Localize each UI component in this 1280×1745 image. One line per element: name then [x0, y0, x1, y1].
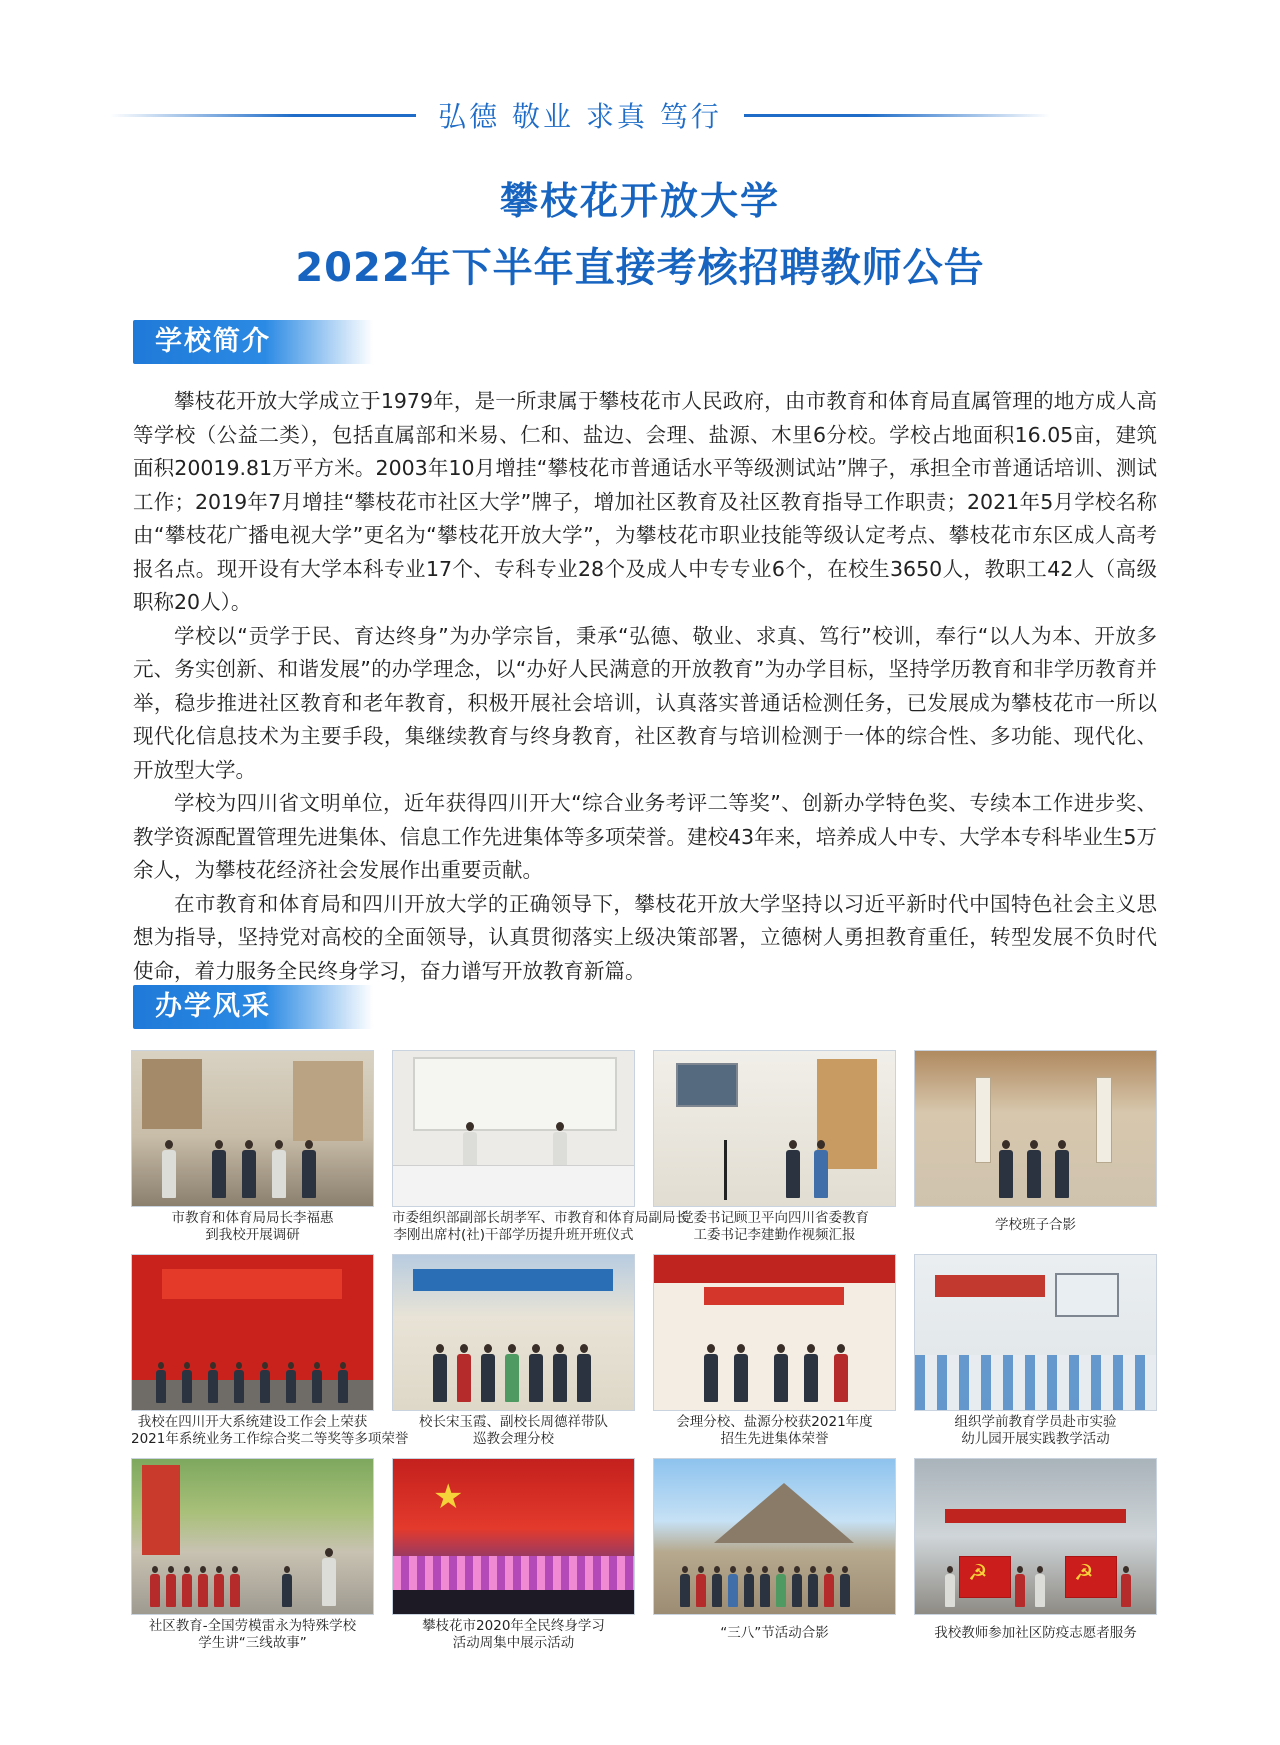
photo-caption: 会理分校、盐源分校获2021年度 招生先进集体荣誉: [676, 1414, 873, 1447]
photo-caption: 校长宋玉霞、副校长周德祥带队 巡教会理分校: [419, 1414, 608, 1447]
photo-card: [914, 1458, 1157, 1650]
page-title-announcement: 2022年下半年直接考核招聘教师公告: [295, 245, 985, 291]
photo-kindergarten-practice: [914, 1254, 1157, 1411]
section-header-intro-label: 学校简介: [155, 326, 271, 357]
photo-enrollment-honor: [653, 1254, 896, 1411]
photo-card: [131, 1254, 409, 1447]
photo-caption: 攀枝花市2020年全民终身学习 活动周集中展示活动: [422, 1618, 605, 1651]
intro-paragraph: 攀枝花开放大学成立于1979年，是一所隶属于攀枝花市人民政府，由市教育和体育局直属管理的地方成人高等学校（公益二类），包括直属部和米易、仁和、盐边、会理、盐源、木里6分校。学校占地面积16.05亩，建筑面积20019.81万平方米。2003年10月增挂“攀枝花市普通话水平等级测试站”牌子，承担全市普通话培训、测试工作；2019年7月增挂“攀枝花市社区大学”牌子，增加社区教育及社区教育指导工作职责；2021年5月学校名称由“攀枝花广播电视大学”更名为“攀枝花开放大学”，为攀枝花市职业技能等级认定考点、攀枝花市东区成人高考报名点。现开设有大学本科专业17个、专科专业28个及成人中专专业6个，在校生3650人，教职工42人（高级职称20人）。: [133, 389, 1157, 614]
photo-video-report: [653, 1050, 896, 1207]
photo-card: [914, 1254, 1157, 1446]
photo-womens-day-group: [653, 1458, 896, 1615]
photo-caption: 市委组织部副部长胡孝军、市教育和体育局副局长 李刚出席村(社)干部学历提升班开班仪式: [392, 1210, 689, 1243]
photo-caption: 市教育和体育局局长李福惠 到我校开展调研: [171, 1210, 334, 1243]
motto-row: [110, 92, 1050, 138]
photo-caption: 社区教育-全国劳模雷永为特殊学校 学生讲“三线故事”: [148, 1618, 357, 1651]
page-title-school: 攀枝花开放大学: [499, 179, 780, 223]
photo-card: [392, 1050, 689, 1243]
photo-caption: “三八”节活动合影: [720, 1625, 829, 1641]
photo-card: [131, 1458, 374, 1650]
photo-caption: 我校教师参加社区防疫志愿者服务: [934, 1625, 1137, 1641]
photo-community-education: [131, 1458, 374, 1615]
photo-class-opening: [392, 1050, 635, 1207]
photo-card: [392, 1458, 635, 1650]
photo-gallery: [131, 1050, 1160, 1650]
photo-card: [653, 1254, 896, 1446]
intro-paragraph: 学校以“贡学于民、育达终身”为办学宗旨，秉承“弘德、敬业、求真、笃行”校训，奉行“以人为本、开放多元、务实创新、和谐发展”的办学理念，以“办好人民满意的开放教育”为办学目标，坚持学历教育和非学历教育并举，稳步推进社区教育和老年教育，积极开展社会培训，认真落实普通话检测任务，已发展成为攀枝花市一所以现代化信息技术为主要手段，集继续教育与终身教育，社区教育与培训检测于一体的综合性、多功能、现代化、开放型大学。: [133, 623, 1157, 782]
intro-paragraph: 学校为四川省文明单位，近年获得四川开大“综合业务考评二等奖”、创新办学特色奖、专续本工作进步奖、教学资源配置管理先进集体、信息工作先进集体等多项荣誉。建校43年来，培养成人中专、大学本专科毕业生5万余人，为攀枝花经济社会发展作出重要贡献。: [133, 791, 1157, 882]
photo-leadership-group: [914, 1050, 1157, 1207]
section-header-style: [133, 985, 373, 1029]
photo-epidemic-volunteers: [914, 1458, 1157, 1615]
photo-caption: 党委书记顾卫平向四川省委教育 工委书记李建勤作视频汇报: [680, 1210, 869, 1243]
photo-lifelong-learning-week: ★: [392, 1458, 635, 1615]
photo-card: [392, 1254, 635, 1446]
school-motto: 弘德 敬业 求真 笃行: [438, 100, 722, 133]
photo-award-ceremony: [131, 1254, 374, 1411]
motto-divider-left: [110, 114, 416, 117]
photo-card: [653, 1050, 896, 1242]
photo-inspection-tour: [392, 1254, 635, 1411]
photo-survey-visit: [131, 1050, 374, 1207]
section-header-intro: [133, 320, 373, 364]
section-header-style-label: 办学风采: [155, 991, 271, 1022]
photo-card: [653, 1458, 896, 1650]
motto-divider-right: [744, 114, 1050, 117]
intro-body: [133, 385, 1157, 988]
intro-paragraph: 在市教育和体育局和四川开放大学的正确领导下，攀枝花开放大学坚持以习近平新时代中国特色社会主义思想为指导，坚持党对高校的全面领导，认真贯彻落实上级决策部署，立德树人勇担教育重任，转型发展不负时代使命，着力服务全民终身学习，奋力谱写开放教育新篇。: [133, 891, 1157, 983]
photo-caption: 我校在四川开大系统建设工作会上荣获 2021年系统业务工作综合奖二等奖等多项荣誉: [131, 1414, 409, 1447]
photo-caption: 学校班子合影: [995, 1217, 1076, 1233]
photo-card: [914, 1050, 1157, 1242]
photo-card: [131, 1050, 374, 1242]
photo-caption: 组织学前教育学员赴市实验 幼儿园开展实践教学活动: [954, 1414, 1117, 1447]
